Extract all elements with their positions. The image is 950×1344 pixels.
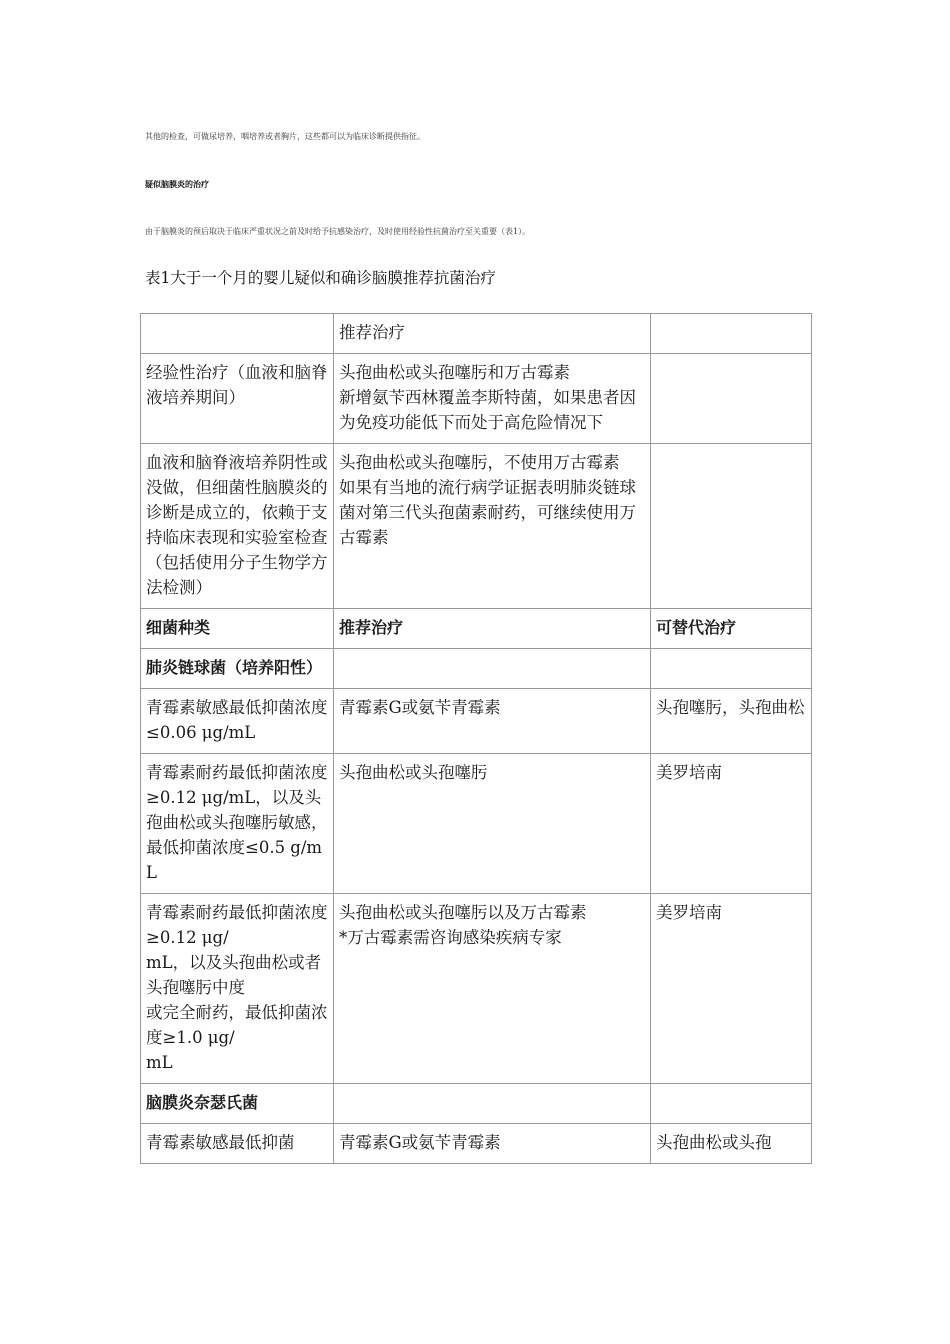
cell-line: mL，以及头孢曲松或者头孢噻肟中度 — [146, 953, 322, 997]
table-cell: 青霉素G或氨苄青霉素 — [334, 689, 651, 754]
table-section-row — [141, 1084, 812, 1124]
table-cell: 推荐治疗 — [334, 314, 651, 354]
cell-line: mL — [146, 1053, 173, 1072]
table-cell: 青霉素耐药最低抑菌浓度≥0.12 μg/mL，以及头孢曲松或头孢噻肟敏感，最低抑菌浓度≤0.5 g/mL — [141, 754, 334, 894]
table-row — [141, 314, 812, 354]
cell-line: *万古霉素需咨询感染疾病专家 — [339, 928, 562, 947]
table-cell: 头孢曲松或头孢 — [651, 1124, 812, 1164]
cell-line: 新增氨苄西林覆盖李斯特菌，如果患者因为免疫功能低下而处于高危险情况下 — [339, 388, 636, 432]
section-label: 肺炎链球菌（培养阳性） — [141, 649, 334, 689]
table-cell — [651, 444, 812, 609]
cell-line: 头孢曲松或头孢噻肟，不使用万古霉素 — [339, 453, 620, 472]
table-cell — [141, 314, 334, 354]
cell-line: 头孢曲松或头孢噻肟和万古霉素 — [339, 363, 570, 382]
table-cell — [334, 649, 651, 689]
table-cell: 青霉素G或氨苄青霉素 — [334, 1124, 651, 1164]
table-row — [141, 754, 812, 894]
table-cell — [141, 894, 334, 1084]
table-header-row — [141, 609, 812, 649]
intro-paragraph-2: 由于脑膜炎的预后取决于临床严重状况之前及时给予抗感染治疗，及时使用经验性抗菌治疗至关重要（表1）。 — [145, 227, 531, 236]
table-cell — [651, 354, 812, 444]
table-cell — [334, 354, 651, 444]
table-section-row — [141, 649, 812, 689]
table-cell: 美罗培南 — [651, 894, 812, 1084]
table-row — [141, 444, 812, 609]
cell-line: 青霉素耐药最低抑菌浓度 ≥0.12 μg/ — [146, 903, 328, 947]
column-header-bacteria: 细菌种类 — [141, 609, 334, 649]
table-row — [141, 354, 812, 444]
table-cell: 血液和脑脊液培养阴性或没做，但细菌性脑膜炎的诊断是成立的，依赖于支持临床表现和实验室检查（包括使用分子生物学方法检测） — [141, 444, 334, 609]
table-cell — [334, 1084, 651, 1124]
treatment-table — [140, 313, 812, 1164]
cell-line: 如果有当地的流行病学证据表明肺炎链球菌对第三代头孢菌素耐药，可继续使用万古霉素 — [339, 478, 636, 547]
column-header-recommended: 推荐治疗 — [334, 609, 651, 649]
cell-line: 头孢曲松或头孢噻肟以及万古霉素 — [339, 903, 587, 922]
section-heading: 疑似脑膜炎的治疗 — [145, 179, 209, 189]
table-cell: 美罗培南 — [651, 754, 812, 894]
table-row — [141, 689, 812, 754]
table-caption: 表1大于一个月的婴儿疑似和确诊脑膜推荐抗菌治疗 — [145, 269, 496, 287]
table-cell: 青霉素敏感最低抑菌浓度 ≤0.06 μg/mL — [141, 689, 334, 754]
table-row — [141, 1124, 812, 1164]
table-cell — [651, 1084, 812, 1124]
table-row — [141, 894, 812, 1084]
table-cell: 头孢曲松或头孢噻肟 — [334, 754, 651, 894]
table-cell: 青霉素敏感最低抑菌 — [141, 1124, 334, 1164]
table-cell — [651, 314, 812, 354]
intro-paragraph-1: 其他的检查，可做尿培养，咽培养或者胸片，这些都可以为临床诊断提供指征。 — [145, 132, 425, 141]
table-cell — [651, 649, 812, 689]
column-header-alternative: 可替代治疗 — [651, 609, 812, 649]
table-cell — [334, 444, 651, 609]
table-cell — [334, 894, 651, 1084]
cell-line: 或完全耐药，最低抑菌浓度≥1.0 μg/ — [146, 1003, 328, 1047]
table-cell: 经验性治疗（血液和脑脊液培养期间） — [141, 354, 334, 444]
section-label: 脑膜炎奈瑟氏菌 — [141, 1084, 334, 1124]
table-cell: 头孢噻肟，头孢曲松 — [651, 689, 812, 754]
